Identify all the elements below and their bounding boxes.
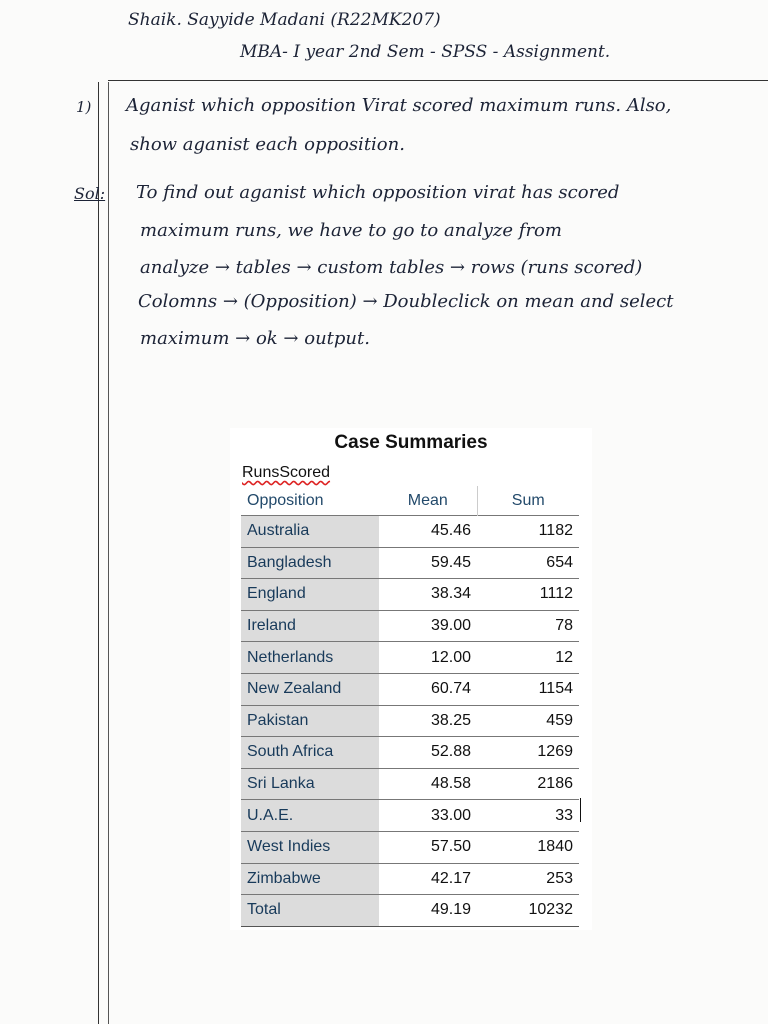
- table-header-row: [241, 486, 579, 516]
- table-row: [241, 800, 579, 832]
- total-label-cell: Total: [241, 895, 379, 927]
- table-row: [241, 547, 579, 579]
- sum-cell: 2186: [477, 768, 579, 800]
- sum-cell: 1840: [477, 831, 579, 863]
- table-row: [241, 705, 579, 737]
- solution-text-line: analyze → tables → custom tables → rows (runs scored): [140, 257, 643, 278]
- spss-output-printout: [230, 428, 592, 930]
- sum-cell: 459: [477, 705, 579, 737]
- mean-cell: 60.74: [379, 673, 477, 705]
- table-row: [241, 610, 579, 642]
- sum-cell: 1269: [477, 737, 579, 769]
- opposition-cell: Netherlands: [241, 642, 379, 674]
- sum-cell: 78: [477, 610, 579, 642]
- sum-cell: 1154: [477, 673, 579, 705]
- opposition-cell: Ireland: [241, 610, 379, 642]
- solution-text-line: maximum runs, we have to go to analyze from: [140, 220, 562, 241]
- opposition-cell: New Zealand: [241, 673, 379, 705]
- page-top-rule: [108, 80, 768, 81]
- mean-cell: 38.34: [379, 579, 477, 611]
- case-summaries-table: [241, 486, 579, 927]
- mean-cell: 59.45: [379, 547, 477, 579]
- opposition-cell: Bangladesh: [241, 547, 379, 579]
- table-row: [241, 579, 579, 611]
- mean-cell: 33.00: [379, 800, 477, 832]
- sum-cell: 33: [477, 800, 579, 832]
- variable-label: RunsScored: [242, 464, 331, 481]
- table-row: [241, 863, 579, 895]
- sum-cell: 654: [477, 547, 579, 579]
- mean-cell: 45.46: [379, 516, 477, 548]
- sum-cell: 1182: [477, 516, 579, 548]
- column-header-opposition: Opposition: [247, 491, 324, 509]
- table-row: [241, 768, 579, 800]
- total-sum-cell: 10232: [477, 895, 579, 927]
- solution-text-line: Colomns → (Opposition) → Doubleclick on mean and select: [138, 291, 674, 312]
- table-row: [241, 673, 579, 705]
- opposition-cell: Pakistan: [241, 705, 379, 737]
- mean-cell: 52.88: [379, 737, 477, 769]
- opposition-cell: West Indies: [241, 831, 379, 863]
- margin-line: [98, 82, 99, 1024]
- table-row: [241, 642, 579, 674]
- mean-cell: 57.50: [379, 831, 477, 863]
- question-text-line: Aganist which opposition Virat scored maximum runs. Also,: [126, 95, 672, 116]
- opposition-cell: Sri Lanka: [241, 768, 379, 800]
- mean-cell: 38.25: [379, 705, 477, 737]
- opposition-cell: Zimbabwe: [241, 863, 379, 895]
- solution-label: Sol:: [74, 184, 106, 203]
- mean-cell: 42.17: [379, 863, 477, 895]
- margin-line-inner: [108, 82, 109, 1024]
- question-text-line: show aganist each opposition.: [130, 134, 405, 155]
- opposition-cell: England: [241, 579, 379, 611]
- course-heading: MBA- I year 2nd Sem - SPSS - Assignment.: [240, 42, 611, 62]
- table-row: [241, 831, 579, 863]
- column-header-mean: Mean: [379, 486, 477, 516]
- mean-cell: 39.00: [379, 610, 477, 642]
- solution-text-line: maximum → ok → output.: [140, 328, 370, 349]
- opposition-cell: Australia: [241, 516, 379, 548]
- table-row: [241, 737, 579, 769]
- sum-cell: 1112: [477, 579, 579, 611]
- table-row: [241, 516, 579, 548]
- solution-text-line: To find out aganist which opposition virat has scored: [136, 182, 620, 203]
- table-title: Case Summaries: [334, 432, 488, 453]
- mean-cell: 48.58: [379, 768, 477, 800]
- student-name-heading: Shaik. Sayyide Madani (R22MK207): [128, 10, 441, 30]
- opposition-cell: U.A.E.: [241, 800, 379, 832]
- total-row: [241, 895, 579, 927]
- column-header-sum: Sum: [511, 491, 545, 509]
- opposition-cell: South Africa: [241, 737, 379, 769]
- total-mean-cell: 49.19: [379, 895, 477, 927]
- sum-cell: 12: [477, 642, 579, 674]
- mean-cell: 12.00: [379, 642, 477, 674]
- question-number: 1): [76, 98, 92, 116]
- stray-pen-mark: [580, 798, 581, 822]
- sum-cell: 253: [477, 863, 579, 895]
